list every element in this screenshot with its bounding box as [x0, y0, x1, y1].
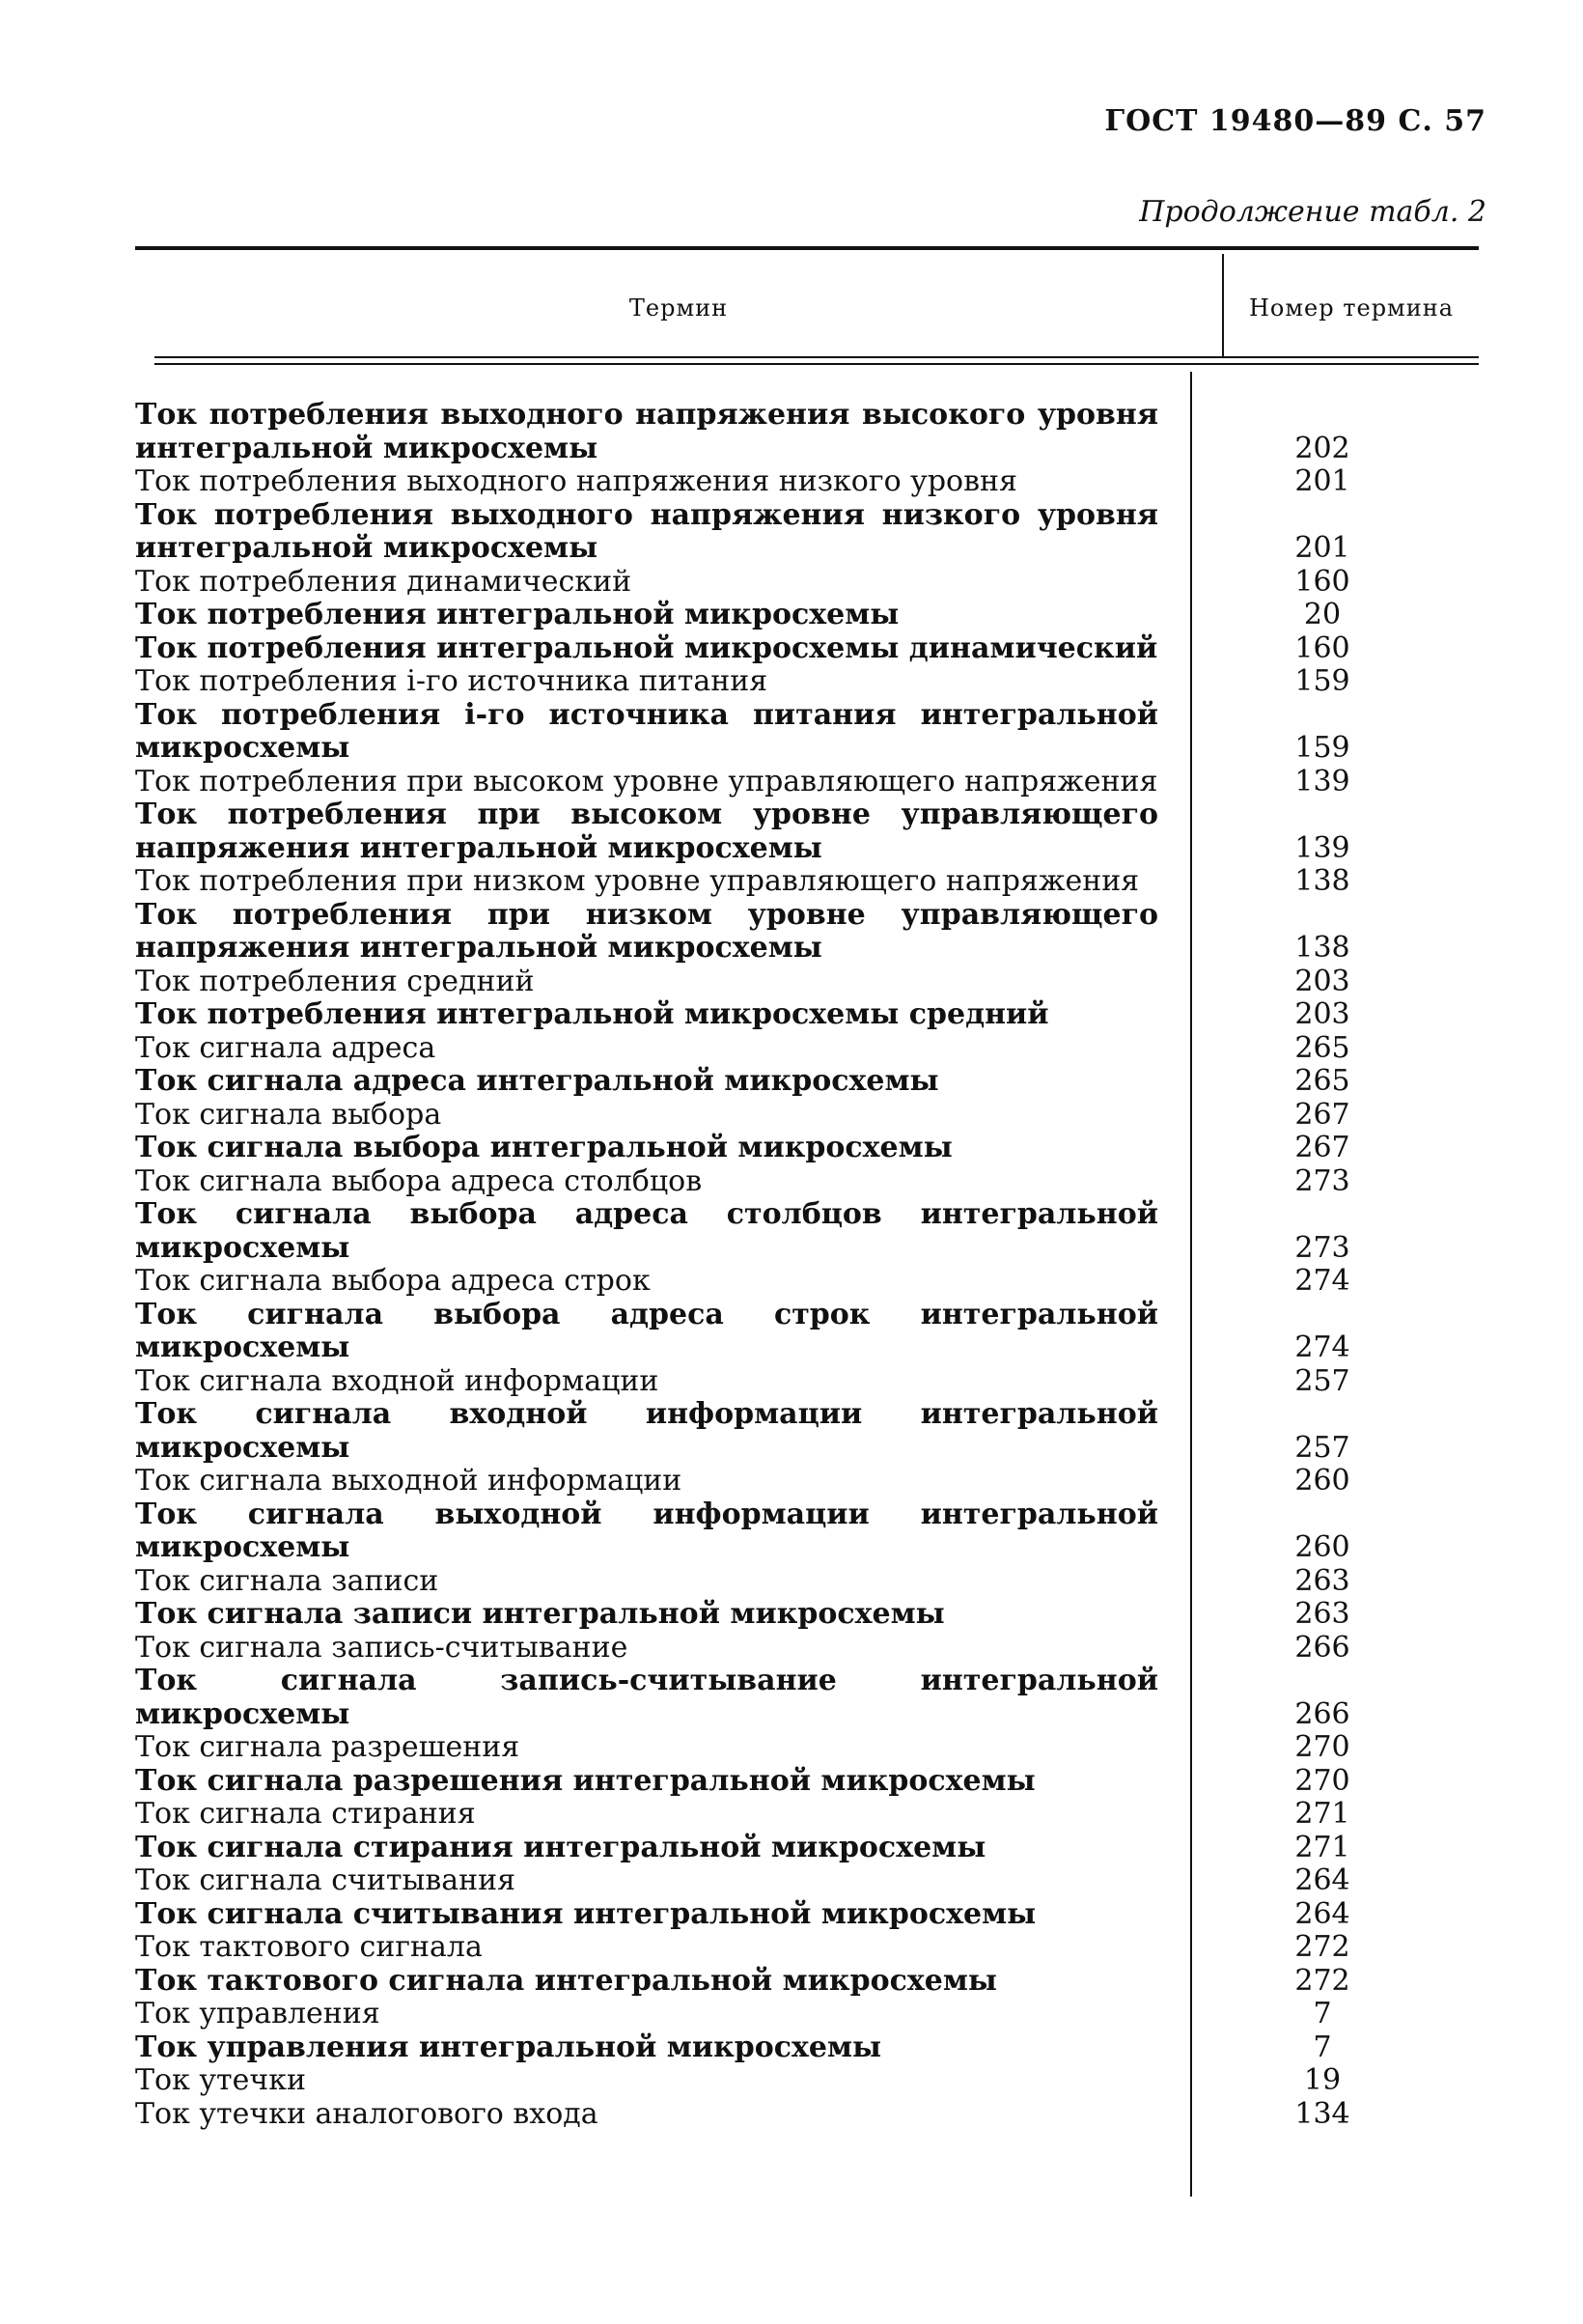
term-text: Ток сигнала стирания: [135, 1797, 476, 1831]
table-row: [135, 766, 1479, 799]
term-number: 272: [1294, 1963, 1350, 1998]
term-text: Ток сигнала записи: [135, 1563, 439, 1598]
term-number: 139: [1294, 830, 1350, 865]
term-number: 138: [1294, 931, 1350, 965]
term-text: Ток сигнала разрешения: [135, 1730, 520, 1764]
term-text: Ток сигнала выбора адреса столбцов интегральной микросхемы: [135, 1197, 1158, 1265]
table-row: [135, 399, 1479, 465]
term-number: 274: [1294, 1264, 1350, 1298]
term-text: Ток сигнала считывания интегральной микросхемы: [135, 1896, 1037, 1931]
table-row: [135, 1498, 1479, 1565]
table-row: [135, 1931, 1479, 1965]
table-top-rule: [135, 246, 1479, 250]
table-row: [135, 1798, 1479, 1832]
term-text: Ток управления: [135, 1997, 380, 2030]
term-number: 160: [1294, 630, 1350, 665]
term-number: 270: [1294, 1763, 1350, 1798]
term-text: Ток потребления i-го источника питания интегральной микросхемы: [135, 697, 1158, 765]
table-row: [135, 1099, 1479, 1133]
term-text: Ток потребления при высоком уровне управляющего напряжения: [135, 764, 1158, 798]
term-text: Ток сигнала выбора адреса строк: [135, 1264, 651, 1298]
term-number: 263: [1294, 1597, 1350, 1631]
table-row: [135, 1165, 1479, 1199]
term-text: Ток тактового сигнала интегральной микросхемы: [135, 1963, 997, 1998]
term-number: 7: [1313, 2030, 1332, 2064]
term-number: 273: [1294, 1163, 1350, 1198]
standard-header: ГОСТ 19480—89 С. 57: [1104, 104, 1486, 138]
term-number: 271: [1294, 1797, 1350, 1831]
table-row: [135, 1665, 1479, 1731]
table-row: [135, 599, 1479, 632]
table-row: [135, 865, 1479, 899]
table-row: [135, 1632, 1479, 1666]
term-text: Ток утечки: [135, 2063, 306, 2097]
table-row: [135, 465, 1479, 499]
term-text: Ток утечки аналогового входа: [135, 2096, 598, 2131]
table-row: [135, 1398, 1479, 1465]
table-row: [135, 1032, 1479, 1066]
term-text: Ток потребления динамический: [135, 564, 632, 599]
table-row: [135, 699, 1479, 766]
term-number: 134: [1294, 2096, 1350, 2131]
term-text: Ток сигнала адреса интегральной микросхемы: [135, 1064, 939, 1098]
term-number: 274: [1294, 1330, 1350, 1364]
term-number: 201: [1294, 464, 1350, 498]
term-number: 271: [1294, 1830, 1350, 1864]
table-row: [135, 1832, 1479, 1865]
table-row: [135, 966, 1479, 999]
term-text: Ток сигнала выбора интегральной микросхемы: [135, 1131, 953, 1164]
header-rule-double: [154, 363, 1479, 365]
term-text: Ток сигнала выходной информации: [135, 1464, 682, 1498]
term-text: Ток потребления выходного напряжения низкого уровня интегральной микросхемы: [135, 497, 1158, 565]
term-number: 160: [1294, 564, 1350, 599]
column-header-term: Термин: [628, 294, 729, 322]
table-row: [135, 1965, 1479, 1999]
term-number: 263: [1294, 1563, 1350, 1598]
term-text: Ток потребления интегральной микросхемы динамический: [135, 630, 1158, 665]
term-number: 257: [1294, 1363, 1350, 1398]
table-row: [135, 2064, 1479, 2098]
term-number: 266: [1294, 1630, 1350, 1665]
terms-table: [135, 246, 1479, 2197]
term-number: 272: [1294, 1930, 1350, 1964]
term-text: Ток сигнала выходной информации интегральной микросхемы: [135, 1497, 1158, 1564]
term-text: Ток сигнала входной информации: [135, 1363, 659, 1398]
table-row: [135, 2031, 1479, 2065]
term-number: 260: [1294, 1464, 1350, 1498]
term-text: Ток потребления i-го источника питания: [135, 664, 768, 698]
term-text: Ток сигнала разрешения интегральной микросхемы: [135, 1763, 1036, 1798]
term-number: 264: [1294, 1863, 1350, 1897]
table-row: [135, 1132, 1479, 1165]
term-text: Ток потребления интегральной микросхемы: [135, 598, 900, 631]
term-number: 203: [1294, 997, 1350, 1031]
term-number: 260: [1294, 1530, 1350, 1564]
term-number: 19: [1303, 2063, 1342, 2097]
term-text: Ток тактового сигнала: [135, 1930, 483, 1964]
term-text: Ток сигнала выбора адреса строк интегральной микросхемы: [135, 1297, 1158, 1364]
table-row: [135, 998, 1479, 1032]
term-number: 139: [1294, 764, 1350, 798]
term-number: 159: [1294, 664, 1350, 698]
term-text: Ток сигнала стирания интегральной микросхемы: [135, 1830, 986, 1864]
table-row: [135, 1265, 1479, 1299]
term-text: Ток потребления при низком уровне управляющего напряжения интегральной микросхемы: [135, 897, 1158, 965]
table-row: [135, 899, 1479, 966]
table-row: [135, 1198, 1479, 1265]
term-text: Ток сигнала выбора: [135, 1097, 442, 1132]
table-continuation-caption: Продолжение табл. 2: [1139, 195, 1486, 229]
term-text: Ток потребления средний: [135, 964, 535, 998]
term-text: Ток сигнала запись-считывание: [135, 1630, 628, 1665]
term-text: Ток потребления выходного напряжения высокого уровня интегральной микросхемы: [135, 398, 1158, 465]
term-text: Ток сигнала считывания: [135, 1863, 516, 1897]
table-row: [135, 1299, 1479, 1365]
term-number: 138: [1294, 864, 1350, 898]
term-text: Ток потребления при низком уровне управляющего напряжения: [135, 864, 1140, 898]
term-number: 266: [1294, 1696, 1350, 1731]
term-text: Ток сигнала входной информации интегральной микросхемы: [135, 1397, 1158, 1465]
table-row: [135, 1898, 1479, 1932]
table-row: [135, 1365, 1479, 1399]
term-number: 20: [1303, 598, 1342, 631]
term-number: 257: [1294, 1430, 1350, 1465]
term-text: Ток потребления при высоком уровне управляющего напряжения интегральной микросхемы: [135, 798, 1158, 865]
table-row: [135, 1765, 1479, 1799]
table-row: [135, 1998, 1479, 2031]
column-header-number: Номер термина: [1248, 294, 1455, 322]
term-text: Ток потребления интегральной микросхемы средний: [135, 997, 1049, 1031]
term-text: Ток потребления выходного напряжения низкого уровня: [135, 464, 1017, 498]
term-number: 270: [1294, 1730, 1350, 1764]
term-number: 267: [1294, 1131, 1350, 1164]
term-number: 265: [1294, 1030, 1350, 1065]
term-text: Ток сигнала записи интегральной микросхемы: [135, 1597, 945, 1631]
term-number: 159: [1294, 731, 1350, 765]
table-row: [135, 1731, 1479, 1765]
term-number: 273: [1294, 1230, 1350, 1265]
term-text: Ток управления интегральной микросхемы: [135, 2030, 882, 2064]
term-text: Ток сигнала адреса: [135, 1030, 436, 1065]
term-number: 203: [1294, 964, 1350, 998]
term-number: 202: [1294, 431, 1350, 465]
table-row: [135, 632, 1479, 666]
table-row: [135, 798, 1479, 865]
table-row: [135, 566, 1479, 600]
table-row: [135, 499, 1479, 566]
table-row: [135, 1565, 1479, 1599]
term-number: 201: [1294, 531, 1350, 565]
table-row: [135, 1065, 1479, 1099]
table-row: [135, 1598, 1479, 1632]
term-number: 267: [1294, 1097, 1350, 1132]
table-row: [135, 1465, 1479, 1498]
term-text: Ток сигнала выбора адреса столбцов: [135, 1163, 703, 1198]
table-body: [135, 399, 1479, 2131]
header-rule: [154, 356, 1479, 358]
table-row: [135, 1864, 1479, 1898]
term-number: 264: [1294, 1896, 1350, 1931]
term-number: 7: [1313, 1997, 1332, 2030]
term-text: Ток сигнала запись-считывание интегральной микросхемы: [135, 1664, 1158, 1731]
table-row: [135, 665, 1479, 699]
table-row: [135, 2098, 1479, 2132]
term-number: 265: [1294, 1064, 1350, 1098]
